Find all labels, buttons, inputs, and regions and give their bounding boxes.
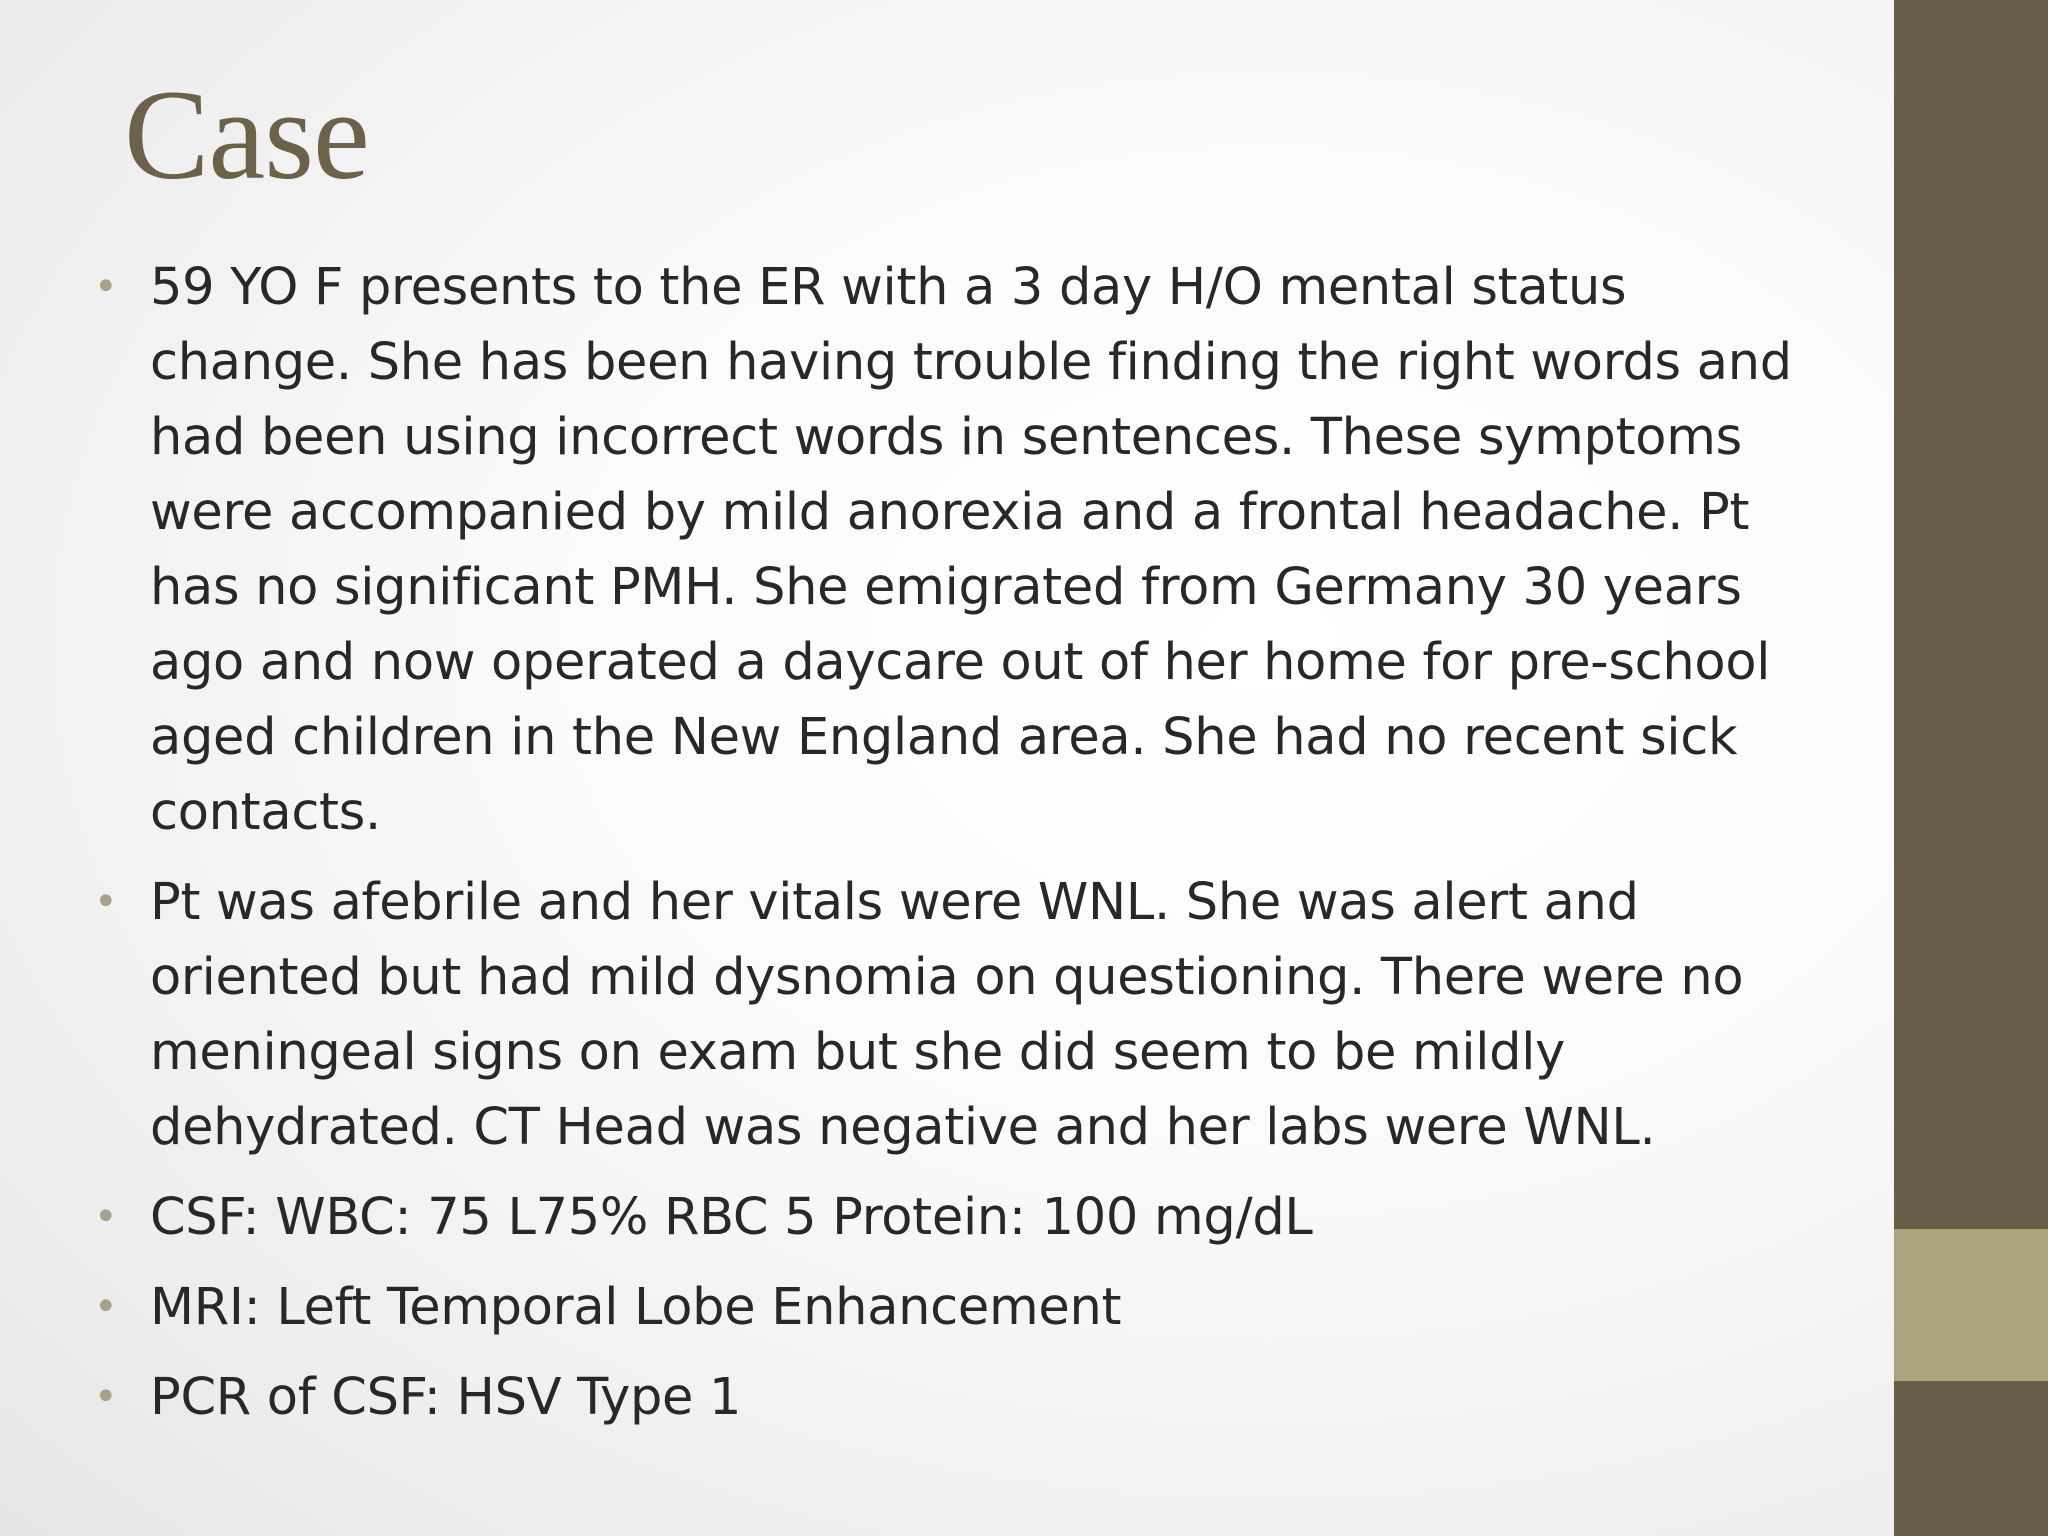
bullet-text-line: Pt was afebrile and her vitals were WNL. She was alert and — [150, 873, 1639, 932]
bullet-text-line: dehydrated. CT Head was negative and her labs were WNL. — [150, 1098, 1656, 1157]
bullet-item-presentation — [94, 250, 1794, 850]
bullet-text-line: PCR of CSF: HSV Type 1 — [150, 1368, 742, 1427]
bullet-text-line: oriented but had mild dysnomia on questioning. There were no — [150, 948, 1744, 1007]
bullet-item-mri — [94, 1270, 1794, 1345]
bullet-text-line: 59 YO F presents to the ER with a 3 day H/O mental status — [150, 258, 1627, 317]
bullet-text-line: CSF: WBC: 75 L75% RBC 5 Protein: 100 mg/dL — [150, 1188, 1313, 1247]
bullet-text-line: MRI: Left Temporal Lobe Enhancement — [150, 1278, 1122, 1337]
bullet-text-line: contacts. — [150, 783, 381, 842]
bullet-text-line: ago and now operated a daycare out of her home for pre-school — [150, 633, 1771, 692]
bullet-marker: • — [94, 264, 118, 310]
bullet-item-csf — [94, 1180, 1794, 1255]
bullet-text-line: change. She has been having trouble finding the right words and — [150, 333, 1792, 392]
bullet-marker: • — [94, 1194, 118, 1240]
bullet-item-exam — [94, 865, 1794, 1165]
bullet-marker: • — [94, 1374, 118, 1420]
bullet-text-line: aged children in the New England area. She had no recent sick — [150, 708, 1738, 767]
bullet-list — [94, 250, 1794, 1450]
sidebar-accent-block — [1894, 1229, 2048, 1381]
bullet-text-line: has no significant PMH. She emigrated from Germany 30 years — [150, 558, 1742, 617]
bullet-text-line: meningeal signs on exam but she did seem to be mildly — [150, 1023, 1565, 1082]
bullet-marker: • — [94, 879, 118, 925]
slide-title: Case — [124, 64, 369, 206]
bullet-marker: • — [94, 1284, 118, 1330]
bullet-text-line: had been using incorrect words in sentences. These symptoms — [150, 408, 1742, 467]
bullet-item-pcr — [94, 1360, 1794, 1435]
bullet-text-line: were accompanied by mild anorexia and a frontal headache. Pt — [150, 483, 1750, 542]
